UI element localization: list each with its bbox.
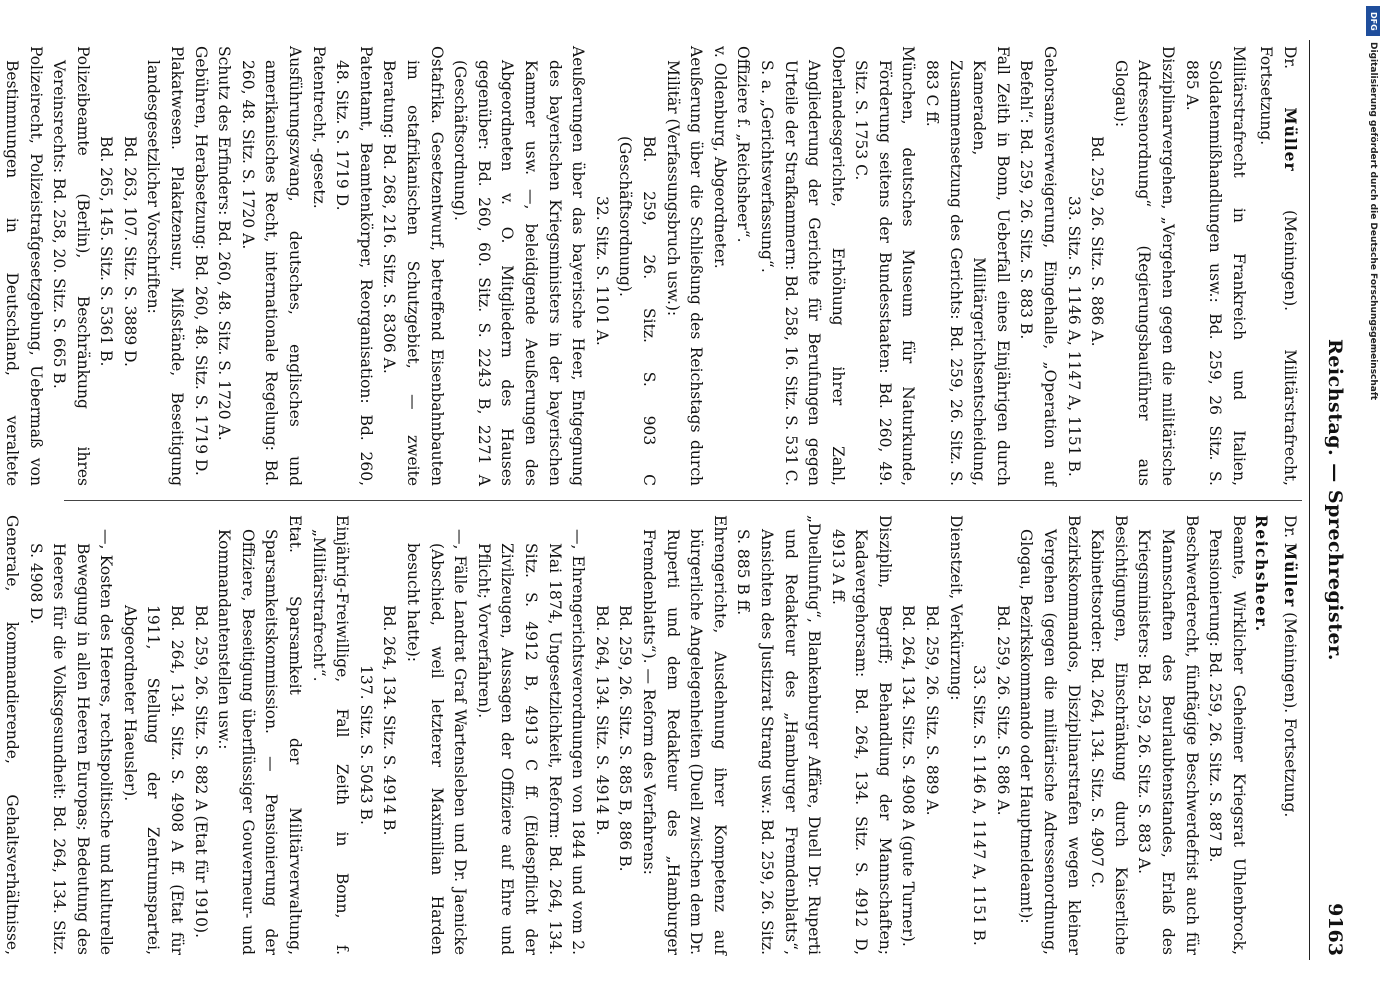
index-entry: Einjährig-Freiwillige, Fall Zeith in Bonn, f. „Militärstrafrecht“. — [309, 515, 352, 955]
index-entry: —, Ehrengerichtsverordnungen von 1844 und vom 2. Mai 1874, Ungesetzlichkeit, Reform: Bd. 264, 134. Sitz. S. 4912 B, 4913 C ff. (Eidespflicht der Zivilzeugen, Aussagen der Offiziere auf Ehre und Pflicht; Vorverfahren). — [474, 529, 588, 955]
page-header — [1309, 40, 1350, 960]
column-divider — [64, 500, 1302, 501]
index-entry: Generale, kommandierende, Gehaltsverhältnisse, — [2, 515, 21, 955]
heading-rest: (Meiningen). Militärstrafrecht, Fortsetzung. — [1257, 46, 1299, 486]
right-column — [2, 515, 1302, 955]
left-column — [2, 46, 1302, 486]
index-entry: Disziplinarvergehen, „Vergehen gegen die militärische Adressenordnung“ (Regierungsbauführer aus Glogau): — [1111, 46, 1178, 486]
index-entry: Reichsheer. — [1252, 515, 1272, 633]
index-entry: Aeußerungen über das bayerische Heer, Entgegnung des bayerischen Kriegsministers in der bayerischen Kammer usw. —, beleidigende Aeußerungen des Abgeordneten v. O. Mitgliedern des Hauses gegenüber: Bd. 260, 60. Sitz. S. 2243 B, 2271 A (Geschäftsordnung). — [451, 46, 588, 486]
heading-rest: (Meiningen). Fortsetzung. — [1281, 612, 1299, 818]
dfg-logo: DFG — [1366, 6, 1380, 36]
digitization-credit: Digitalisierung gefördert durch die Deutsche Forschungsgemeinschaft — [1368, 42, 1378, 401]
index-entry: Disziplin, Begriff; Behandlung der Mannschaften; Kadavergehorsam: Bd. 264, 134. Sitz. S. 4912 D, 4913 A ff. — [828, 515, 894, 955]
index-entry: S. a. „Gerichtsverfassung“. — [757, 60, 776, 273]
index-entry: Bd. 259, 26. Sitz. S. 886 A. — [993, 605, 1012, 816]
entry-list — [0, 46, 1250, 486]
index-entry: Bd. 259, 26. Sitz. S. 903 C (Geschäftsordnung). — [616, 136, 658, 486]
index-entry: Schutz des Erfinders: Bd. 260, 48. Sitz. S. 1720 A. — [215, 46, 234, 441]
index-entry: Beamte, Wirklicher Geheimer Kriegsrat Uhlenbrock, Pensionierung: Bd. 259, 26. Sitz. S. 887 B. — [1206, 515, 1248, 955]
index-entry: Ehrengerichte, Ausdehnung ihrer Kompetenz auf bürgerliche Angelegenheiten (Duell zwischen dem Dr. Ruperti und dem Redakteur des „Hamburger Fremdenblatts“). — Reform des Verfahrens: — [639, 515, 729, 955]
index-entry: v. Oldenburg, Abgeordneter. — [710, 46, 729, 269]
page-number: 9163 — [1324, 903, 1346, 956]
index-entry: Polizeirecht, Polizeistrafgesetzgebung, Uebermaß von Bestimmungen in Deutschland, veraltete — [2, 46, 45, 486]
heading-name: Müller — [1281, 107, 1300, 172]
page-title: Reichstag. — Sprechregister. — [1324, 339, 1346, 661]
heading-name: Müller — [1281, 543, 1300, 608]
index-entry: Bd. 264, 134. Sitz. S. 4908 A ff. (Etat für 1911, Stellung der Zentrumspartei, Abgeordneter Haeusler). — [120, 605, 187, 955]
index-entry: Bd. 259, 26. Sitz. S. 889 A. — [923, 605, 942, 816]
index-entry: —, Fälle Landrat Graf Wartensleben und Dr. Jaenicke (Abschied, weil letzterer Maximilian Harden besucht hatte): — [404, 529, 470, 955]
index-entry: Bd. 264, 134. Sitz. S. 4914 B. — [380, 605, 399, 836]
index-entry: München, deutsches Museum für Naturkunde, Förderung seitens der Bundesstaaten: Bd. 260, 49. Sitz. S. 1753 C. — [852, 46, 918, 486]
index-entry: Bd. 259, 26. Sitz. S. 886 A. — [1088, 136, 1107, 347]
index-entry: Bd. 264, 134. Sitz. S. 4914 B. — [592, 605, 611, 836]
index-entry: Patentamt, Beamtenkörper, Reorganisation: Bd. 260, 48. Sitz. S. 1719 D. — [333, 46, 375, 486]
column-heading — [1254, 46, 1302, 486]
index-entry: Bd. 259, 26. Sitz. S. 885 B, 886 B. — [616, 605, 635, 872]
index-entry: Bezirkskommandos, Disziplinarstrafen wegen kleiner Vergehen (gegen die militärische Adressenordnung, Glogau, Bezirkskommando oder Hauptmeldeamt): — [1017, 515, 1083, 955]
heading-title: Dr. — [1281, 46, 1299, 70]
index-entry: Bd. 265, 145. Sitz. S. 5361 B. — [97, 136, 116, 367]
digitization-note — [1366, 6, 1380, 996]
index-entry: Gehorsamsverweigerung, Eingehalle, „Operation auf Befehl“: Bd. 259, 26. Sitz. S. 883 B. — [1017, 46, 1060, 486]
index-entry: Polizeibeamte (Berlin), Beschränkung ihres Vereinsrechts: Bd. 258, 20. Sitz. S. 665 B. — [50, 46, 92, 486]
index-entry: Militärstrafrecht in Frankreich und Italien, Soldatenmißhandlungen usw.: Bd. 259, 26 Sitz. S. 885 A. — [1182, 46, 1248, 486]
heading-title: Dr. — [1281, 515, 1299, 539]
entry-list — [0, 515, 1273, 955]
index-entry: 32. Sitz. S. 1101 A. — [592, 196, 611, 346]
index-entry: 33. Sitz. S. 1146 A, 1147 A, 1151 B. — [1064, 196, 1083, 477]
index-entry: „Duellunfug“, Blankenburger Affäre, Duell Dr. Ruperti und Redakteur des „Hamburger Fremdenblatts“, Ansichten des Justizrat Strang usw.: Bd. 259, 26. Sitz. S. 885 B ff. — [734, 515, 824, 955]
index-entry: Bd. 263, 107. Sitz. S. 3889 D. — [120, 136, 139, 367]
index-entry: Beschwerderecht, fünftägige Beschwerdefrist auch für Mannschaften des Beurlaubtenstandes, Erlaß des Kriegsministers: Bd. 259, 26. Sitz. S. 883 A. — [1135, 515, 1201, 955]
index-entry: 137. Sitz. S. 5043 B. — [356, 665, 375, 825]
index-entry: Bd. 264, 134. Sitz. S. 4908 A (gute Turner). — [899, 605, 918, 947]
index-entry: —, Kosten des Heeres, rechtspolitische und kulturelle Bewegung in allen Heeren Europas; Bedeutung des Heeres für die Volksgesundheit: Bd. 264, 134. Sitz. S. 4908 D. — [26, 529, 116, 955]
index-entry: Gebühren, Herabsetzung: Bd. 260, 48. Sitz. S. 1719 D. — [191, 46, 210, 476]
index-entry: Plakatwesen. Plakatzensur, Mißstände, Beseitigung landesgesetzlicher Vorschriften: — [144, 46, 187, 486]
index-entry: Patentrecht, -gesetz. — [309, 46, 328, 209]
index-entry: Fall Zeith in Bonn, Ueberfall eines Einjährigen durch Kameraden, Militärgerichtsentscheidung, Zusammensetzung des Gerichts: Bd. 259, 26. Sitz. S. 883 C ff. — [923, 46, 1012, 486]
index-entry: Ausführungszwang, deutsches, englisches und amerikanisches Recht, internationale Regelung: Bd. 260, 48. Sitz. S. 1720 A. — [238, 46, 305, 486]
index-entry: Ostafrika. Gesetzentwurf, betreffend Eisenbahnbauten im ostafrikanischen Schutzgebiet, — zweite Beratung: Bd. 268, 216. Sitz. S. 8306 A. — [380, 46, 446, 486]
index-entry: Etat. Sparsamkeit der Militärverwaltung, Sparsamkeitskommission. — Pensionierung der Offiziere, Beseitigung überflüssiger Gouverneur- und Kommandantenstellen usw.: — [215, 515, 305, 955]
index-entry: Dienstzeit, Verkürzung: — [946, 515, 965, 701]
index-entry: Aeußerung über die Schließung des Reichstags durch Militär (Verfassungsbruch usw.): — [663, 46, 706, 486]
rotated-page — [2, 40, 1350, 960]
index-entry: Oberlandesgerichte, Erhöhung ihrer Zahl, Angliederung der Gerichte für Berufungen gegen Urteile der Strafkammern: Bd. 258, 16. Sitz. S. 531 C. — [781, 46, 847, 486]
index-entry: Besichtigungen, Einschränkung durch Kaiserliche Kabinettsorder: Bd. 264, 134. Sitz. S. 4907 C. — [1088, 515, 1130, 955]
index-entry: Offiziere f. „Reichsheer“. — [734, 46, 753, 243]
index-entry: Bd. 259, 26. Sitz. S. 882 A (Etat für 1910). — [191, 605, 210, 939]
index-entry: 33. Sitz. S. 1146 A, 1147 A, 1151 B. — [970, 665, 989, 946]
column-heading — [1277, 515, 1302, 955]
